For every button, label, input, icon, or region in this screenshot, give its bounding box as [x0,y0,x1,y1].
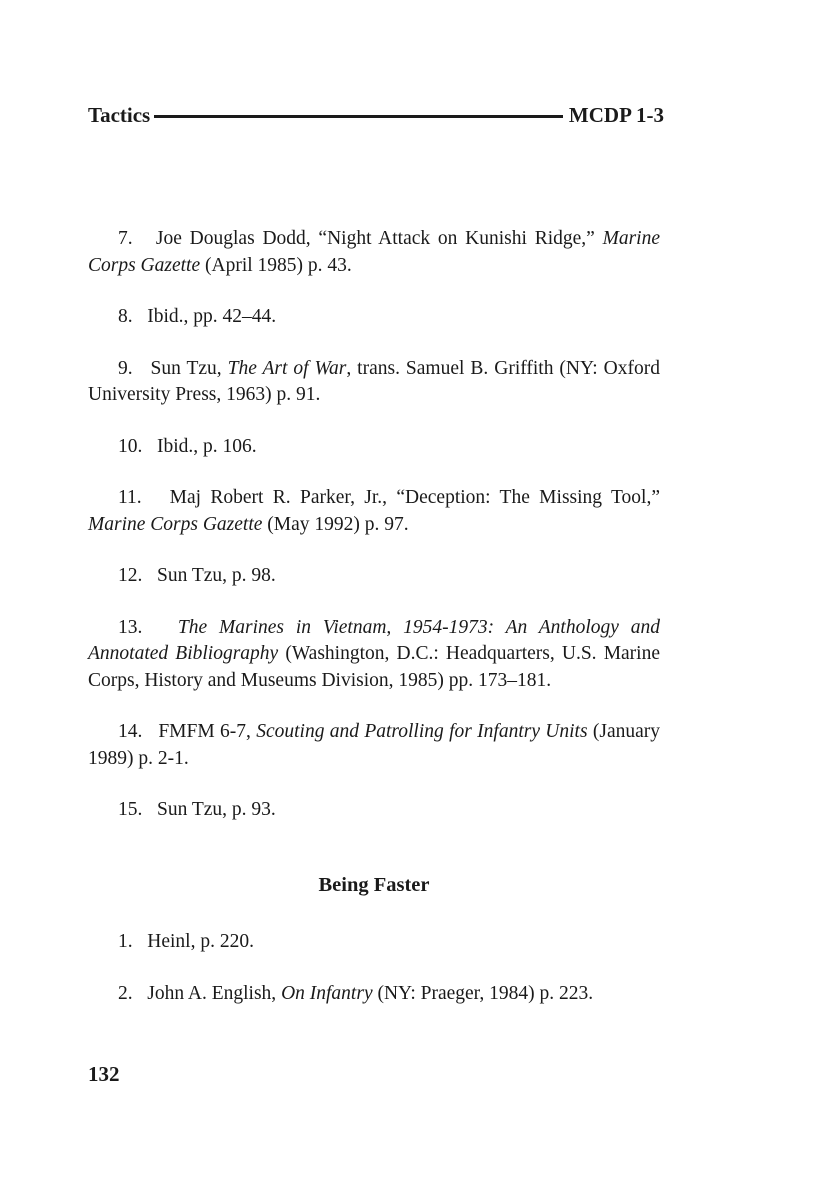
header-right-title: MCDP 1-3 [568,102,664,127]
notes-list-part2 [88,929,660,1032]
endnote-11: 11. Maj Robert R. Parker, Jr., “Deception: The Missing Tool,” Marine Corps Gazette (May 1992) p. 97. [88,487,661,535]
page-number: 132 [88,1062,120,1086]
endnote-9: 9. Sun Tzu, The Art of War, trans. Samuel B. Griffith (NY: Oxford University Press, 1963) p. 91. [88,357,660,405]
header-rule [154,115,563,118]
notes-list-part1 [88,226,660,849]
endnote-8: 8. Ibid., pp. 42–44. [118,306,277,327]
endnote-1: 1. Heinl, p. 220. [118,931,254,952]
endnote-12: 12. Sun Tzu, p. 98. [118,565,276,586]
section-heading: Being Faster [318,874,430,896]
endnote-7: 7. Joe Douglas Dodd, “Night Attack on Kunishi Ridge,” Marine Corps Gazette (April 1985) p. 43. [88,228,660,276]
endnote-2: 2. John A. English, On Infantry (NY: Praeger, 1984) p. 223. [118,982,594,1004]
endnote-13: 13. The Marines in Vietnam, 1954-1973: An Anthology and Annotated Bibliography (Washington, D.C.: Headquarters, U.S. Marine Corps, History and Museums Division, 1985) pp. 173–181. [88,616,661,691]
running-header [88,100,664,130]
endnote-14: 14. FMFM 6-7, Scouting and Patrolling for Infantry Units (January 1989) p. 2-1. [88,721,660,769]
endnote-10: 10. Ibid., p. 106. [118,435,257,457]
endnote-15: 15. Sun Tzu, p. 93. [118,799,276,820]
header-left-title: Tactics [88,102,151,127]
